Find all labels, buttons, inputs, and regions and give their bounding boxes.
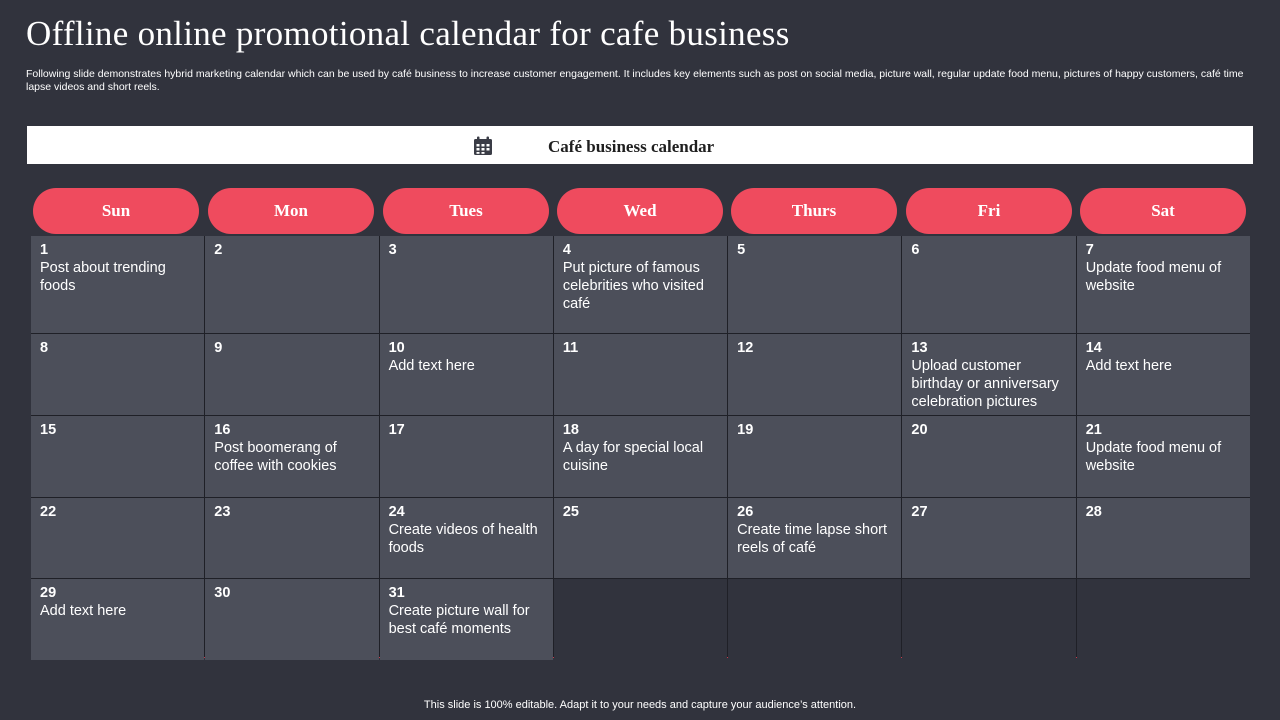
calendar-cell-day-28	[1077, 498, 1250, 578]
day-number: 25	[562, 504, 579, 520]
calendar-cell-day-5	[728, 236, 901, 333]
event-text: Add text here	[1085, 358, 1172, 374]
day-number: 6	[911, 242, 920, 258]
calendar-cell-day-17	[380, 416, 553, 497]
calendar-cell-day-6	[902, 236, 1075, 333]
weekday-sun: Sun	[33, 188, 199, 234]
event-text: Create time lapse short reels of café	[737, 522, 888, 556]
day-number: 18	[562, 422, 579, 438]
calendar-cell-day-25	[554, 498, 727, 578]
calendar-cell-day-4	[554, 236, 727, 333]
calendar-cell-day-11	[554, 334, 727, 415]
calendar-cell-empty	[1077, 579, 1250, 660]
calendar-cell-day-29	[31, 579, 204, 660]
day-number: 13	[911, 340, 928, 356]
day-number: 5	[737, 242, 746, 258]
calendar-title: Café business calendar	[548, 137, 715, 156]
calendar-icon	[464, 131, 502, 161]
calendar-cell-day-13	[902, 334, 1075, 415]
calendar-cell-day-22	[31, 498, 204, 578]
calendar-cell-day-7	[1077, 236, 1250, 333]
weekday-header-row	[33, 188, 1247, 234]
day-number: 19	[737, 422, 754, 438]
day-number: 11	[562, 340, 579, 356]
event-text: Put picture of famous celebrities who visited café	[562, 260, 704, 312]
day-number: 16	[214, 422, 231, 438]
calendar-cell-empty	[728, 579, 901, 660]
calendar-cell-day-18	[554, 416, 727, 497]
calendar-cell-day-8	[31, 334, 204, 415]
event-text: Update food menu of website	[1085, 260, 1222, 294]
calendar-cell-day-19	[728, 416, 901, 497]
day-number: 8	[40, 340, 49, 356]
day-number: 23	[214, 504, 231, 520]
day-number: 21	[1085, 422, 1102, 438]
footer-note: This slide is 100% editable. Adapt it to your needs and capture your audience’s attention.	[423, 699, 857, 711]
day-number: 22	[40, 504, 57, 520]
weekday-mon: Mon	[208, 188, 374, 234]
calendar-cell-day-12	[728, 334, 901, 415]
day-number: 7	[1085, 242, 1094, 258]
event-text: Add text here	[40, 603, 127, 619]
page-title: Offline online promotional calendar for cafe business	[26, 14, 790, 53]
day-number: 1	[40, 242, 49, 258]
calendar-cell-day-31	[380, 579, 553, 660]
day-number: 27	[911, 504, 928, 520]
page-subtitle: Following slide demonstrates hybrid marketing calendar which can be used by café business to increase customer engagement. It includes key elements such as post on social media, picture wall, regular update food menu, pictures of happy customers, café time lapse videos and short reels.	[26, 68, 1244, 93]
event-text: Upload customer birthday or anniversary celebration pictures	[911, 358, 1059, 410]
day-number: 4	[562, 242, 571, 258]
calendar-cell-empty	[554, 579, 727, 660]
calendar-cell-day-23	[205, 498, 378, 578]
calendar-grid	[31, 236, 1250, 658]
event-text: Add text here	[388, 358, 475, 374]
event-text: Post boomerang of coffee with cookies	[214, 440, 337, 474]
day-number: 2	[214, 242, 223, 258]
day-number: 12	[737, 340, 754, 356]
day-number: 24	[388, 504, 405, 520]
weekday-wed: Wed	[557, 188, 723, 234]
calendar-cell-day-3	[380, 236, 553, 333]
event-text: A day for special local cuisine	[562, 440, 704, 474]
day-number: 10	[388, 340, 405, 356]
day-number: 15	[40, 422, 57, 438]
weekday-sat: Sat	[1080, 188, 1246, 234]
weekday-thurs: Thurs	[731, 188, 897, 234]
calendar-cell-day-1	[31, 236, 204, 333]
event-text: Update food menu of website	[1085, 440, 1222, 474]
calendar-cell-empty	[902, 579, 1075, 660]
calendar-cell-day-21	[1077, 416, 1250, 497]
weekday-fri: Fri	[906, 188, 1072, 234]
day-number: 30	[214, 585, 231, 601]
calendar-cell-day-2	[205, 236, 378, 333]
calendar-cell-day-10	[380, 334, 553, 415]
event-text: Post about trending foods	[40, 260, 166, 294]
calendar-cell-day-15	[31, 416, 204, 497]
calendar-cell-day-26	[728, 498, 901, 578]
calendar-cell-day-30	[205, 579, 378, 660]
calendar-cell-day-20	[902, 416, 1075, 497]
day-number: 17	[388, 422, 405, 438]
day-number: 20	[911, 422, 928, 438]
calendar-cell-day-24	[380, 498, 553, 578]
day-number: 26	[737, 504, 754, 520]
calendar-cell-day-16	[205, 416, 378, 497]
day-number: 31	[388, 585, 405, 601]
calendar-cell-day-9	[205, 334, 378, 415]
day-number: 3	[388, 242, 397, 258]
calendar-cell-day-14	[1077, 334, 1250, 415]
day-number: 29	[40, 585, 57, 601]
calendar-cell-day-27	[902, 498, 1075, 578]
day-number: 9	[214, 340, 223, 356]
day-number: 28	[1085, 504, 1102, 520]
weekday-tues: Tues	[383, 188, 549, 234]
day-number: 14	[1085, 340, 1102, 356]
event-text: Create videos of health foods	[388, 522, 538, 556]
event-text: Create picture wall for best café moments	[388, 603, 530, 637]
